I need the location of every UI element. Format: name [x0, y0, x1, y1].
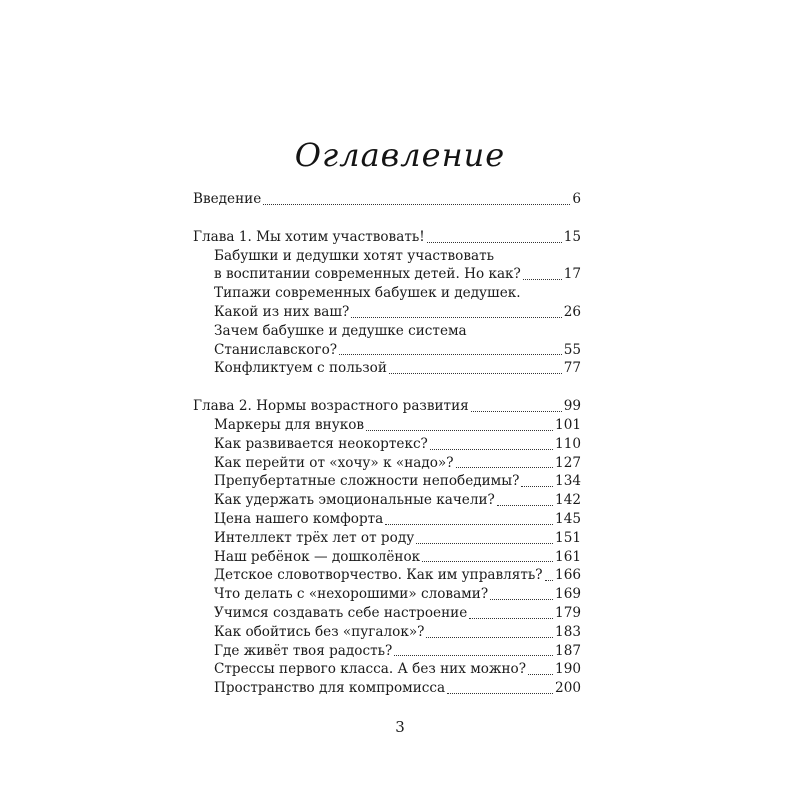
- toc-entry: [193, 322, 581, 360]
- toc-entry-title-line2: Станиславского?: [214, 341, 338, 358]
- toc-entry-page: 26: [563, 303, 581, 320]
- toc-entry-page: 17: [563, 266, 581, 283]
- toc-entry: [193, 510, 581, 529]
- toc-entry-title: Пространство для компромисса: [214, 680, 446, 697]
- toc-entry-page: 183: [555, 623, 581, 640]
- toc-entry-title: Цена нашего комфорта: [214, 510, 384, 527]
- toc-entry: [193, 416, 581, 435]
- toc-entry-page: 77: [563, 360, 581, 377]
- dot-leader: [456, 467, 554, 468]
- dot-leader: [497, 505, 553, 506]
- toc-entry-title-line1: Зачем бабушке и дедушке система: [214, 322, 467, 339]
- toc-entry-title: Маркеры для внуков: [214, 416, 365, 433]
- page-number: 3: [395, 718, 405, 736]
- toc-entry-title: Учимся создавать себе настроение: [214, 604, 468, 621]
- toc-entry-title: Конфликтуем с пользой: [214, 360, 387, 377]
- dot-leader: [394, 655, 553, 656]
- toc-entry: [193, 604, 581, 623]
- toc-entry-title-line1: Типажи современных бабушек и дедушек.: [214, 285, 521, 302]
- toc-entry: [193, 247, 581, 285]
- toc-entry-title: Наш ребёнок — дошколёнок: [214, 548, 421, 565]
- toc-entry: [193, 679, 581, 698]
- dot-leader: [427, 242, 562, 243]
- dot-leader: [490, 599, 553, 600]
- dot-leader: [469, 618, 553, 619]
- toc-entry-page: 15: [563, 228, 581, 245]
- toc-entry-title: Как обойтись без «пугалок»?: [214, 623, 425, 640]
- toc-entry-title: Как перейти от «хочу» к «надо»?: [214, 454, 454, 471]
- toc-entry-page: 110: [555, 435, 581, 452]
- toc-entry: [193, 454, 581, 473]
- toc-entry-page: 190: [555, 661, 581, 678]
- dot-leader: [523, 279, 562, 280]
- dot-leader: [351, 317, 561, 318]
- dot-leader: [447, 693, 553, 694]
- dot-leader: [528, 674, 553, 675]
- toc-entry: [193, 660, 581, 679]
- toc-entry-page: 6: [572, 191, 581, 207]
- toc-entry-title: Как развивается неокортекс?: [214, 435, 428, 452]
- toc-entry: [193, 491, 581, 510]
- dot-leader: [263, 204, 570, 205]
- toc-entry: [193, 359, 581, 378]
- toc-entry-title-line1: Бабушки и дедушки хотят участвовать: [214, 247, 494, 264]
- dot-leader: [521, 486, 553, 487]
- toc-entry: [193, 548, 581, 567]
- toc-entry: [193, 284, 581, 322]
- toc-chapter-1: [193, 228, 581, 247]
- dot-leader: [471, 411, 562, 412]
- dot-leader: [339, 354, 562, 355]
- dot-leader: [430, 449, 553, 450]
- dot-leader: [385, 524, 553, 525]
- toc-entry-title: Стрессы первого класса. А без них можно?: [214, 661, 526, 678]
- toc-entry-intro: [193, 190, 581, 209]
- toc-entry-title: Что делать с «нехорошими» словами?: [214, 586, 489, 603]
- dot-leader: [416, 543, 553, 544]
- toc-entry-page: 101: [555, 416, 581, 433]
- toc-entry-title-line2: в воспитании современных детей. Но как?: [214, 266, 521, 283]
- dot-leader: [422, 561, 553, 562]
- dot-leader: [389, 373, 562, 374]
- toc-entry-title: Глава 1. Мы хотим участвовать!: [193, 228, 425, 245]
- toc-entry-page: 151: [555, 529, 581, 546]
- toc-entry-title: Где живёт твоя радость?: [214, 642, 393, 659]
- toc-entry-page: 169: [555, 586, 581, 603]
- toc-entry-title: Препубертатные сложности непобедимы?: [214, 473, 520, 490]
- toc-entry-page: 99: [563, 398, 581, 415]
- toc-entry-page: 145: [555, 510, 581, 527]
- toc-entry-title: Интеллект трёх лет от роду: [214, 529, 415, 546]
- toc-entry-page: 200: [555, 680, 581, 697]
- toc-entry-page: 134: [555, 473, 581, 490]
- toc-entry: [193, 585, 581, 604]
- dot-leader: [426, 637, 553, 638]
- toc-entry-title: Глава 2. Нормы возрастного развития: [193, 398, 469, 415]
- toc-entry: [193, 642, 581, 661]
- dot-leader: [366, 430, 553, 431]
- chapter-2-entries: [193, 416, 581, 698]
- toc-chapter-2: [193, 397, 581, 416]
- toc-entry-page: 179: [555, 604, 581, 621]
- table-of-contents: [193, 190, 581, 698]
- toc-entry-title-line2: Какой из них ваш?: [214, 303, 350, 320]
- toc-entry-page: 187: [555, 642, 581, 659]
- toc-entry: [193, 435, 581, 454]
- toc-entry-page: 142: [555, 492, 581, 509]
- toc-entry-page: 55: [563, 341, 581, 358]
- toc-entry: [193, 566, 581, 585]
- page-title: Оглавление: [294, 136, 506, 174]
- toc-entry-title: Детское словотворчество. Как им управлять?: [214, 567, 543, 584]
- toc-entry: [193, 472, 581, 491]
- dot-leader: [545, 580, 553, 581]
- toc-entry-page: 127: [555, 454, 581, 471]
- toc-entry: [193, 623, 581, 642]
- toc-entry-page: 161: [555, 548, 581, 565]
- toc-entry-title: Как удержать эмоциональные качели?: [214, 492, 495, 509]
- toc-entry-page: 166: [555, 567, 581, 584]
- toc-entry-title: Введение: [193, 191, 262, 207]
- toc-entry: [193, 529, 581, 548]
